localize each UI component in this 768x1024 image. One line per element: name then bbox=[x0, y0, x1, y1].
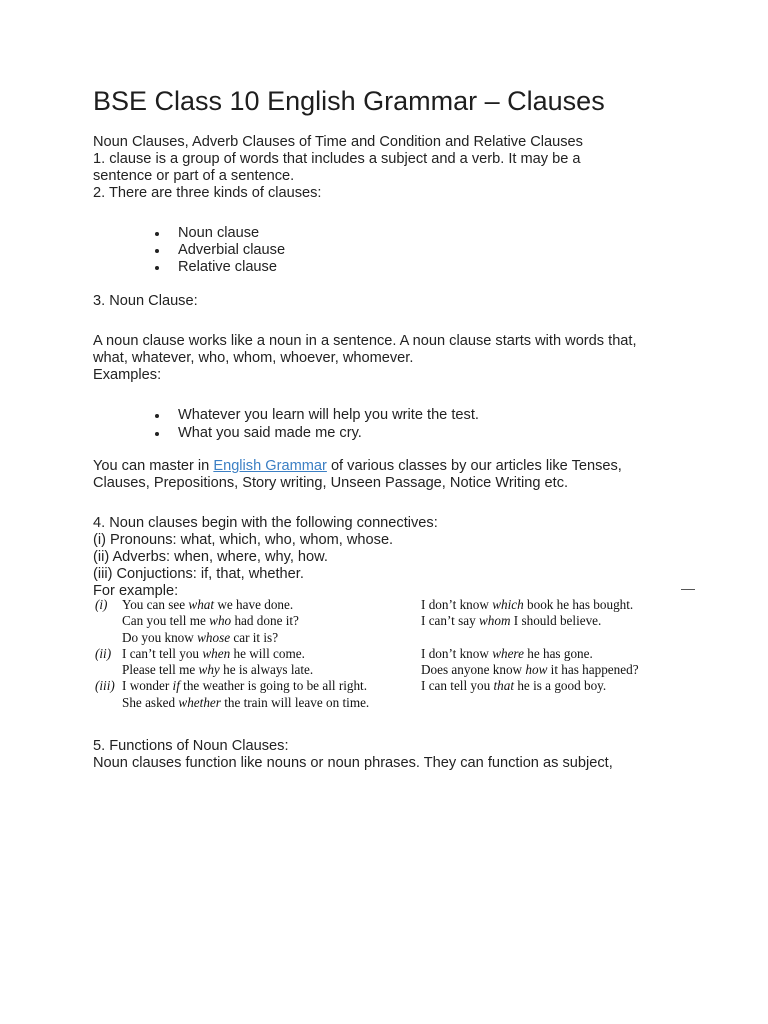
example-sentence bbox=[421, 630, 639, 646]
noun-clause-heading: 3. Noun Clause: bbox=[93, 293, 198, 309]
subtitle-line: Noun Clauses, Adverb Clauses of Time and Condition and Relative Clauses bbox=[93, 134, 583, 150]
example-fragment: I can’t say bbox=[421, 613, 479, 629]
example-text bbox=[421, 662, 639, 677]
connective-word: how bbox=[525, 662, 548, 678]
connective-word: which bbox=[492, 597, 524, 612]
example-fragment: I should believe. bbox=[510, 613, 602, 629]
example-fragment: we have done. bbox=[214, 597, 294, 612]
example-fragment: he has gone. bbox=[523, 645, 593, 661]
for-example-label: For example: bbox=[93, 583, 179, 599]
example-fragment: he is always late. bbox=[219, 662, 314, 678]
example-text bbox=[122, 630, 278, 646]
list-item: What you said made me cry. bbox=[153, 425, 479, 442]
point1-line1: 1. clause is a group of words that includes a subject and a verb. It may be a bbox=[93, 151, 581, 167]
connective-word: where bbox=[492, 645, 524, 661]
list-item: Adverbial clause bbox=[153, 242, 285, 259]
example-number: (ii) bbox=[95, 645, 112, 661]
example-right-column bbox=[421, 597, 639, 695]
example-text bbox=[122, 678, 367, 694]
example-fragment: the weather is going to be all right. bbox=[179, 678, 368, 694]
examples-label: Examples: bbox=[93, 367, 162, 383]
example-text bbox=[122, 695, 369, 711]
connectives-pronouns: (i) Pronouns: what, which, who, whom, whose. bbox=[93, 532, 394, 548]
example-sentence bbox=[421, 613, 639, 629]
example-fragment: Does anyone know bbox=[421, 662, 526, 678]
example-fragment: She asked bbox=[122, 694, 179, 710]
scan-mark bbox=[681, 589, 695, 590]
example-fragment: he will come. bbox=[230, 645, 305, 661]
example-text bbox=[122, 662, 313, 678]
connective-word: when bbox=[202, 645, 231, 661]
connective-word: that bbox=[493, 678, 515, 694]
example-sentence bbox=[421, 646, 639, 662]
example-sentence bbox=[421, 597, 639, 613]
example-text bbox=[421, 597, 633, 612]
bullet-icon bbox=[155, 414, 159, 418]
example-number: (i) bbox=[95, 597, 108, 612]
functions-heading: 5. Functions of Noun Clauses: bbox=[93, 738, 289, 754]
example-text bbox=[421, 646, 593, 661]
list-item: Relative clause bbox=[153, 259, 285, 276]
bullet-icon bbox=[155, 249, 159, 253]
functions-line1: Noun clauses function like nouns or noun phrases. They can function as subject, bbox=[93, 755, 613, 771]
example-fragment: he is a good boy. bbox=[514, 678, 607, 694]
example-text bbox=[421, 678, 606, 693]
connective-word: who bbox=[209, 613, 232, 629]
example-fragment: had done it? bbox=[231, 613, 299, 629]
example-fragment: it has happened? bbox=[547, 662, 639, 678]
noun-clause-desc-line2: what, whatever, who, whom, whoever, whomever. bbox=[93, 350, 414, 366]
example-text bbox=[421, 613, 601, 628]
example-text bbox=[122, 613, 299, 629]
example-text bbox=[122, 646, 305, 662]
example-fragment: I don’t know bbox=[421, 597, 493, 612]
connective-word: whom bbox=[478, 613, 511, 629]
example-fragment: car it is? bbox=[230, 629, 279, 645]
list-item: Noun clause bbox=[153, 225, 285, 242]
example-fragment: the train will leave on time. bbox=[220, 694, 370, 710]
example-fragment: I can tell you bbox=[421, 678, 494, 694]
point2-line: 2. There are three kinds of clauses: bbox=[93, 185, 322, 201]
english-grammar-link[interactable]: English Grammar bbox=[213, 458, 327, 474]
list-item: Whatever you learn will help you write the test. bbox=[153, 407, 479, 424]
example-text bbox=[122, 597, 293, 613]
example-number: (iii) bbox=[95, 678, 115, 694]
example-fragment: Please tell me bbox=[122, 662, 199, 678]
example-sentences-image bbox=[95, 597, 695, 715]
page-title: BSE Class 10 English Grammar – Clauses bbox=[93, 86, 605, 116]
bullet-icon bbox=[155, 432, 159, 436]
example-fragment: I can’t tell you bbox=[122, 645, 203, 661]
example-fragment: I wonder bbox=[122, 678, 173, 694]
connective-word: why bbox=[198, 662, 220, 678]
example-fragment: book he has bought. bbox=[523, 597, 634, 612]
clause-kinds-list bbox=[153, 225, 285, 276]
connective-word: what bbox=[188, 597, 215, 612]
promo-line1: You can master in English Grammar of various classes by our articles like Tenses, bbox=[93, 458, 622, 474]
connective-word: if bbox=[172, 678, 180, 694]
connective-word: whether bbox=[178, 694, 221, 710]
examples-list bbox=[153, 407, 479, 442]
example-fragment: I don’t know bbox=[421, 645, 493, 661]
connectives-adverbs: (ii) Adverbs: when, where, why, how. bbox=[93, 549, 328, 565]
point1-line2: sentence or part of a sentence. bbox=[93, 168, 295, 184]
connectives-heading: 4. Noun clauses begin with the following connectives: bbox=[93, 515, 438, 531]
example-sentence bbox=[421, 662, 639, 678]
example-sentence bbox=[421, 678, 639, 694]
bullet-icon bbox=[155, 266, 159, 270]
promo-line2: Clauses, Prepositions, Story writing, Unseen Passage, Notice Writing etc. bbox=[93, 475, 569, 491]
bullet-icon bbox=[155, 232, 159, 236]
example-fragment: You can see bbox=[122, 597, 189, 612]
connective-word: whose bbox=[197, 629, 231, 645]
example-fragment: Can you tell me bbox=[122, 613, 210, 629]
connectives-conjunctions: (iii) Conjuctions: if, that, whether. bbox=[93, 566, 304, 582]
example-fragment: Do you know bbox=[122, 629, 198, 645]
noun-clause-desc-line1: A noun clause works like a noun in a sentence. A noun clause starts with words that, bbox=[93, 333, 637, 349]
